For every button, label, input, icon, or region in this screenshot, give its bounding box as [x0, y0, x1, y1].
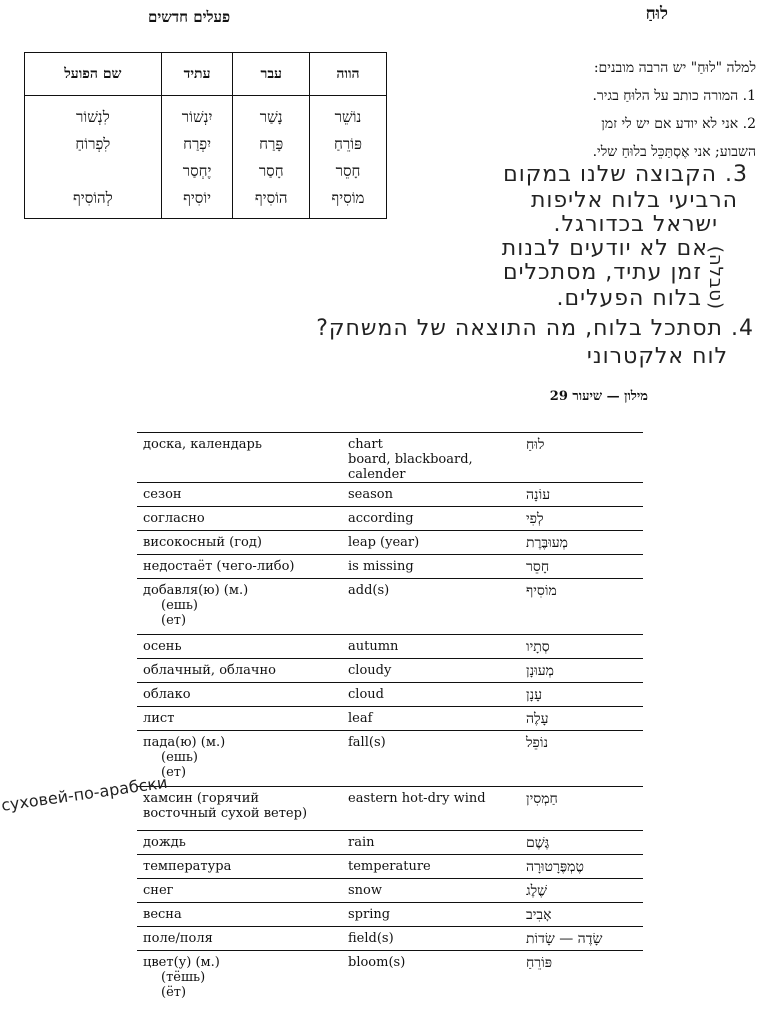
dictionary-hebrew: חָסֵר: [522, 555, 643, 579]
dictionary-russian: [137, 659, 344, 683]
dictionary-hebrew: מְעוּנָן: [522, 659, 643, 683]
dictionary-hebrew: חַמְסִין: [522, 787, 643, 831]
english-line: leap (year): [348, 535, 420, 550]
russian-line: согласно: [143, 511, 205, 526]
dictionary-hebrew: לְפִי: [522, 507, 643, 531]
english-line: eastern hot-dry wind: [348, 791, 486, 806]
dictionary-english: [344, 787, 522, 831]
verbs-header-infinitive: שם הפועל: [25, 53, 162, 96]
english-line: according: [348, 511, 414, 526]
english-line: board, blackboard, calender: [348, 452, 473, 482]
dictionary-russian: [137, 683, 344, 707]
dictionary-hebrew: סְתָיו: [522, 635, 643, 659]
handwritten-line: בלוח הפעלים.: [556, 286, 702, 311]
dictionary-russian: [137, 635, 344, 659]
dictionary-body: [137, 433, 643, 1001]
dictionary-row: [137, 731, 643, 787]
dictionary-hebrew: שֶׁלֶג: [522, 879, 643, 903]
verbs-table-body-row: [25, 96, 387, 219]
dictionary-row: [137, 531, 643, 555]
dictionary-hebrew: עָלֶה: [522, 707, 643, 731]
handwritten-line: אם לא יודעים לבנות: [501, 236, 708, 261]
dictionary-hebrew: מְעוּבֶּרֶת: [522, 531, 643, 555]
verbs-header-future: עתיד: [161, 53, 233, 96]
dictionary-hebrew: אָבִיב: [522, 903, 643, 927]
dictionary-russian: [137, 855, 344, 879]
verb-cell: נוֹשֵׁר: [334, 108, 362, 126]
dictionary-english: [344, 507, 522, 531]
verb-cell: מוֹסִיף: [331, 189, 365, 207]
english-line: cloudy: [348, 663, 392, 678]
dictionary-english: [344, 683, 522, 707]
dictionary-hebrew: עוֹנָה: [522, 483, 643, 507]
russian-line: снег: [143, 883, 174, 898]
dictionary-row: [137, 579, 643, 635]
russian-line: осень: [143, 639, 182, 654]
russian-line: облако: [143, 687, 191, 702]
example-2b: השבוע; אני אֶסְתַּכֵּל בלוּחַ שלי.: [592, 144, 756, 160]
russian-line: дождь: [143, 835, 186, 850]
handwritten-line: הרביעי בלוח אליפות: [530, 188, 738, 213]
verbs-table-title: פעלים חדשים: [148, 8, 231, 26]
dictionary-english: [344, 635, 522, 659]
dictionary-english: [344, 927, 522, 951]
dictionary-row: [137, 659, 643, 683]
dictionary-row: [137, 903, 643, 927]
dictionary-russian: [137, 831, 344, 855]
english-line: snow: [348, 883, 382, 898]
dictionary-english: [344, 831, 522, 855]
dictionary-hebrew: עָנָן: [522, 683, 643, 707]
dictionary-hebrew: טֶמְפֶּרָטוּרָה: [522, 855, 643, 879]
dictionary-russian: [137, 787, 344, 831]
russian-line: хамсин (горячий: [143, 791, 260, 806]
english-line: rain: [348, 835, 375, 850]
english-line: bloom(s): [348, 955, 406, 970]
english-line: fall(s): [348, 735, 386, 750]
handwritten-line: ישראל בכדורגל.: [553, 212, 718, 237]
dictionary-english: [344, 579, 522, 635]
dictionary-row: [137, 927, 643, 951]
intro-text: למלה "לוּחַ" יש הרבה מובנים:: [593, 60, 756, 76]
verbs-column-present: [309, 96, 386, 219]
dictionary-table: [137, 432, 643, 1000]
dictionary-title: מילון — שיעור 29: [549, 389, 648, 404]
dictionary-row: [137, 555, 643, 579]
verb-cell: פָּרַח: [259, 135, 284, 153]
dictionary-english: [344, 855, 522, 879]
dictionary-english: [344, 531, 522, 555]
russian-line: (ет): [161, 613, 187, 628]
russian-line: (тёшь): [161, 970, 206, 985]
russian-line: недостаёт (чего-либо): [143, 559, 295, 574]
dictionary-hebrew: מוֹסִיף: [522, 579, 643, 635]
dictionary-russian: [137, 531, 344, 555]
verb-cell: לִפְרוֹחַ: [75, 135, 111, 153]
russian-line: восточный сухой ветер): [143, 806, 308, 821]
dictionary-english: [344, 879, 522, 903]
english-line: cloud: [348, 687, 384, 702]
dictionary-hebrew: נוֹפֵל: [522, 731, 643, 787]
dictionary-english: [344, 707, 522, 731]
dictionary-hebrew: שָׂדֶה — שָׂדוֹת: [522, 927, 643, 951]
handwritten-margin-note: (טבלה): [705, 245, 726, 310]
dictionary-hebrew: גֶּשֶׁם: [522, 831, 643, 855]
dictionary-row: [137, 707, 643, 731]
english-line: autumn: [348, 639, 399, 654]
verbs-header-present: הווה: [309, 53, 386, 96]
dictionary-row: [137, 507, 643, 531]
dictionary-english: [344, 951, 522, 1001]
russian-line: високосный (год): [143, 535, 262, 550]
dictionary-russian: [137, 927, 344, 951]
russian-line: (ет): [161, 765, 187, 780]
dictionary-russian: [137, 507, 344, 531]
verb-cell: יוֹסִיף: [183, 189, 212, 207]
verb-cell: חָסַר: [258, 162, 284, 180]
russian-line: весна: [143, 907, 182, 922]
english-line: season: [348, 487, 393, 502]
verbs-table: [24, 52, 387, 219]
example-1: 1. המורה כותב על הלוּחַ בגיר.: [592, 88, 756, 104]
dictionary-row: [137, 433, 643, 483]
dictionary-russian: [137, 483, 344, 507]
dictionary-row: [137, 635, 643, 659]
dictionary-russian: [137, 879, 344, 903]
dictionary-row: [137, 855, 643, 879]
dictionary-english: [344, 483, 522, 507]
verb-cell: פּוֹרֵחַ: [333, 135, 362, 153]
dictionary-english: [344, 731, 522, 787]
english-line: field(s): [348, 931, 394, 946]
dictionary-english: [344, 659, 522, 683]
dictionary-english: [344, 555, 522, 579]
side-note-text: суховей-по-арабски: [0, 772, 169, 815]
english-line: chart: [348, 437, 383, 452]
dictionary-hebrew: פּוֹרֵחַ: [522, 951, 643, 1001]
english-line: leaf: [348, 711, 373, 726]
russian-line: цвет(у) (м.): [143, 955, 220, 970]
russian-line: (ешь): [161, 598, 199, 613]
verb-cell: נָשַׁר: [259, 108, 283, 126]
verb-cell: חָסֵר: [335, 162, 361, 180]
dictionary-row: [137, 483, 643, 507]
dictionary-row: [137, 951, 643, 1001]
example-2a: 2. אני לא יודע אם יש לי זמן: [601, 116, 756, 132]
russian-line: лист: [143, 711, 175, 726]
dictionary-russian: [137, 707, 344, 731]
verb-cell: יִנְשׁוֹר: [181, 108, 213, 126]
handwritten-line: 3. הקבוצה שלנו במקום: [503, 162, 748, 187]
english-line: temperature: [348, 859, 431, 874]
verbs-column-future: [161, 96, 233, 219]
russian-line: пада(ю) (м.): [143, 735, 226, 750]
verbs-table-header-row: [25, 53, 387, 96]
verbs-header-past: עבר: [233, 53, 309, 96]
russian-line: добавля(ю) (м.): [143, 583, 249, 598]
verb-cell: לְהוֹסִיף: [72, 189, 113, 207]
dictionary-row: [137, 879, 643, 903]
english-line: add(s): [348, 583, 390, 598]
handwritten-line: זמן עתיד, מסתכלים: [502, 260, 702, 285]
russian-line: облачный, облачно: [143, 663, 276, 678]
dictionary-russian: [137, 579, 344, 635]
russian-line: поле/поля: [143, 931, 213, 946]
english-line: is missing: [348, 559, 414, 574]
dictionary-row: [137, 831, 643, 855]
dictionary-russian: [137, 951, 344, 1001]
verb-cell: לִנְשׁוֹר: [75, 108, 110, 126]
dictionary-russian: [137, 433, 344, 483]
dictionary-hebrew: לוּחַ: [522, 433, 643, 483]
dictionary-russian: [137, 903, 344, 927]
verbs-column-infinitive: [25, 96, 162, 219]
russian-line: доска, календарь: [143, 437, 262, 452]
russian-line: температура: [143, 859, 232, 874]
dictionary-russian: [137, 555, 344, 579]
page-title: לוּחַ: [645, 4, 668, 24]
verb-cell: יֶחְסַר: [182, 162, 212, 180]
russian-line: (ёт): [161, 985, 187, 1000]
dictionary-row: [137, 683, 643, 707]
handwritten-line: 4. תסתכל בלוח, מה התוצאה של המשחק?: [316, 316, 754, 341]
verbs-column-past: [233, 96, 309, 219]
verb-cell: הוֹסִיף: [254, 189, 288, 207]
verb-cell: [25, 158, 161, 185]
english-line: spring: [348, 907, 391, 922]
dictionary-row: [137, 787, 643, 831]
dictionary-russian: [137, 731, 344, 787]
dictionary-english: [344, 903, 522, 927]
handwritten-line: לוח אלקטרוני: [586, 344, 728, 369]
russian-line: сезон: [143, 487, 182, 502]
russian-line: (ешь): [161, 750, 199, 765]
verb-cell: יִפְרַח: [183, 135, 212, 153]
dictionary-english: [344, 433, 522, 483]
